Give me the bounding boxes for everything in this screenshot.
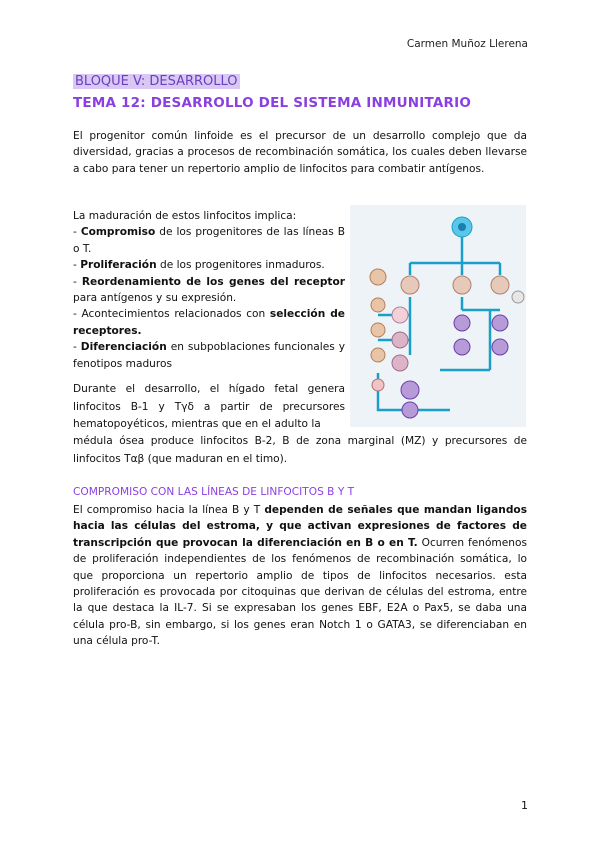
topic-title: TEMA 12: DESARROLLO DEL SISTEMA INMUNITARIO (73, 95, 472, 111)
hematopoiesis-diagram (350, 205, 526, 427)
block-title: BLOQUE V: DESARROLLO (75, 74, 238, 89)
list-item: - Reordenamiento de los genes del receptor para antígenos y su expresión. (73, 275, 345, 305)
diagram-illustration (350, 205, 526, 427)
list-item: - Diferenciación en subpoblaciones funcionales y fenotipos maduros (73, 341, 345, 370)
list-item: - Proliferación de los progenitores inmaduros. (73, 259, 325, 272)
list-item: - Compromiso de los progenitores de las líneas B o T. (73, 226, 346, 255)
list-item: - Acontecimientos relacionados con selección de receptores. (73, 308, 345, 337)
section-title: COMPROMISO CON LAS LÍNEAS DE LINFOCITOS B Y T (73, 486, 355, 498)
commitment-paragraph: El compromiso hacia la línea B y T dependen de señales que mandan ligandos hacia las células del estroma, y que activan expresiones de factores de transcripción que provocan la diferenciación en B o en T. Ocurren fenómenos de proliferación independientes de los fenómenos de recombinación somática, lo que proporciona un repertorio amplio de tipos de linfocitos necesarios. esta proliferación es provocada por citoquinas que derivan de células del estroma, entre la que destaca la IL-7. Si se expresaban los genes EBF, E2A o Pax5, se daba una célula pro-B, sin embargo, si los genes eran Notch 1 o GATA3, se diferenciaban en una célula pro-T. (73, 504, 527, 648)
author-name: Carmen Muñoz Llerena (406, 38, 528, 50)
maturation-list (73, 208, 345, 372)
page-number: 1 (521, 799, 528, 812)
list-intro: La maduración de estos linfocitos implica: (73, 210, 297, 222)
intro-paragraph: El progenitor común linfoide es el precursor de un desarrollo complejo que da diversidad, gracias a procesos de recombinación somática, los cuales deben llevarse a cabo para tener un repertorio amplio de linfocitos para combatir antígenos. (73, 130, 527, 175)
development-paragraph-part2: médula ósea produce linfocitos B-2, B de zona marginal (MZ) y precursores de linfocitos Tαβ (que maduran en el timo). (73, 435, 527, 465)
development-paragraph-part1: Durante el desarrollo, el hígado fetal genera linfocitos B-1 y Tγδ a partir de precursores hematopoyéticos, mientras que en el adulto la (73, 383, 345, 430)
